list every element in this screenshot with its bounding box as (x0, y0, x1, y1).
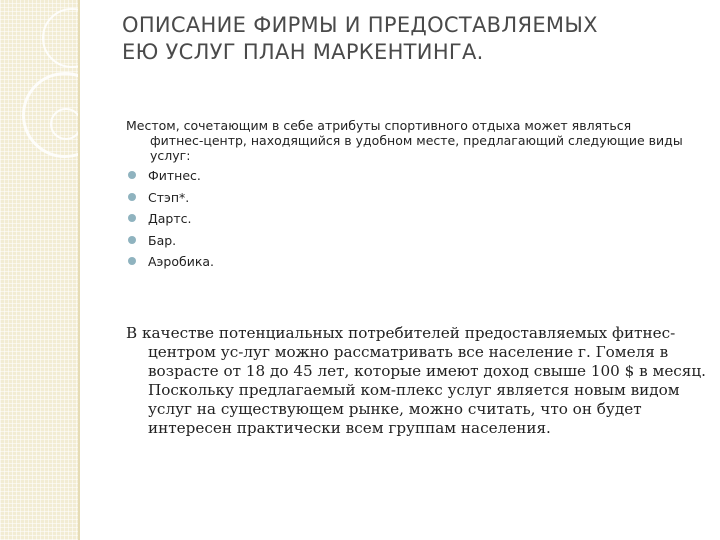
decorative-ring (50, 108, 80, 140)
intro-text: Местом, сочетающим в себе атрибуты спортивного отдыха может являться фитнес-центр, находящийся в удобном месте, предлагающий следующие виды услуг: (126, 118, 683, 163)
decorative-sidebar (0, 0, 80, 540)
bullet-icon (128, 214, 136, 222)
list-item (126, 251, 686, 273)
sidebar-edge (78, 0, 80, 540)
services-list (126, 165, 686, 273)
bullet-icon (128, 236, 136, 244)
title-line-1: ОПИСАНИЕ ФИРМЫ И ПРЕДОСТАВЛЯЕМЫХ (122, 13, 598, 37)
list-item (126, 187, 686, 209)
service-label: Дартс. (148, 211, 192, 226)
slide-title (122, 12, 702, 66)
service-label: Аэробика. (148, 254, 215, 269)
decorative-ring (42, 8, 80, 68)
service-label: Бар. (148, 232, 177, 248)
bullet-icon (128, 193, 136, 201)
services-block (126, 118, 686, 273)
bullet-icon (128, 257, 136, 265)
consumers-block (126, 324, 706, 438)
list-item (126, 208, 686, 230)
title-line-2: ЕЮ УСЛУГ ПЛАН МАРКЕНТИНГА. (122, 40, 484, 64)
service-label: Фитнес. (148, 168, 201, 183)
list-item (126, 165, 686, 187)
bullet-icon (128, 171, 136, 179)
service-label: Стэп*. (148, 189, 190, 205)
list-item (126, 230, 686, 252)
consumers-text: В качестве потенциальных потребителей предоставляемых фитнес-центром ус-луг можно рассматривать все население г. Гомеля в возрасте от 18 до 45 лет, которые имеют доход свыше 100 $ в месяц. Поскольку предлагаемый ком-плекс услуг является новым видом услуг на существующем рынке, можно считать, что он будет интересен практически всем группам населения. (126, 324, 706, 437)
